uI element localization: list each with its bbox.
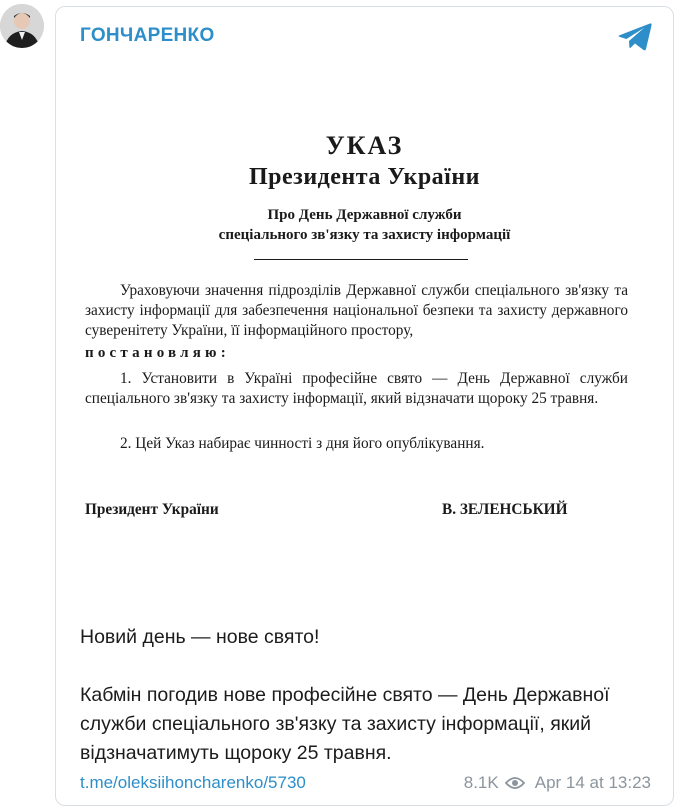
title-underline (254, 259, 468, 260)
post-card (55, 6, 674, 806)
decree-title: УКАЗ (325, 131, 404, 160)
post-meta (464, 773, 651, 793)
decree-item-1: 1. Установити в Україні професійне свято — День Державної служби спеціального зв'язку та захисту інформації, який відзначати щороку 25 травня. (85, 370, 628, 407)
signature-title: Президент України (85, 501, 219, 518)
view-count: 8.1K (463, 773, 499, 792)
decree-subtitle-line2: спеціального зв'язку та захисту інформації (218, 227, 511, 243)
post-text-body: Кабмін погодив нове професійне свято — День Державної служби спеціального зв'язку та захисту інформації, який відзначатимуть щороку 25 травня. (80, 684, 610, 764)
post-link[interactable]: t.me/oleksiihoncharenko/5730 (80, 773, 306, 792)
avatar-photo (0, 4, 44, 48)
telegram-icon[interactable] (617, 22, 653, 52)
decree-preamble: Ураховуючи значення підрозділів Державної служби спеціального зв'язку та захисту інформації для забезпечення національної безпеки та захисту державного суверенітету України, її інформаційного простору, (85, 282, 628, 339)
channel-name[interactable]: ГОНЧАРЕНКО (80, 25, 215, 46)
post-text-line1: Новий день — нове свято! (80, 626, 320, 648)
decree-title-line2: Президента України (249, 164, 480, 190)
decree-word: постановляю: (85, 345, 230, 361)
eye-icon (505, 776, 525, 790)
post-timestamp[interactable]: Apr 14 at 13:23 (534, 773, 651, 792)
decree-subtitle-line1: Про День Державної служби (267, 207, 462, 223)
channel-avatar[interactable] (0, 4, 44, 48)
decree-document-image[interactable] (56, 69, 673, 609)
decree-item-2: 2. Цей Указ набирає чинності з дня його опублікування. (120, 435, 485, 452)
signature-name: В. ЗЕЛЕНСЬКИЙ (442, 501, 568, 518)
